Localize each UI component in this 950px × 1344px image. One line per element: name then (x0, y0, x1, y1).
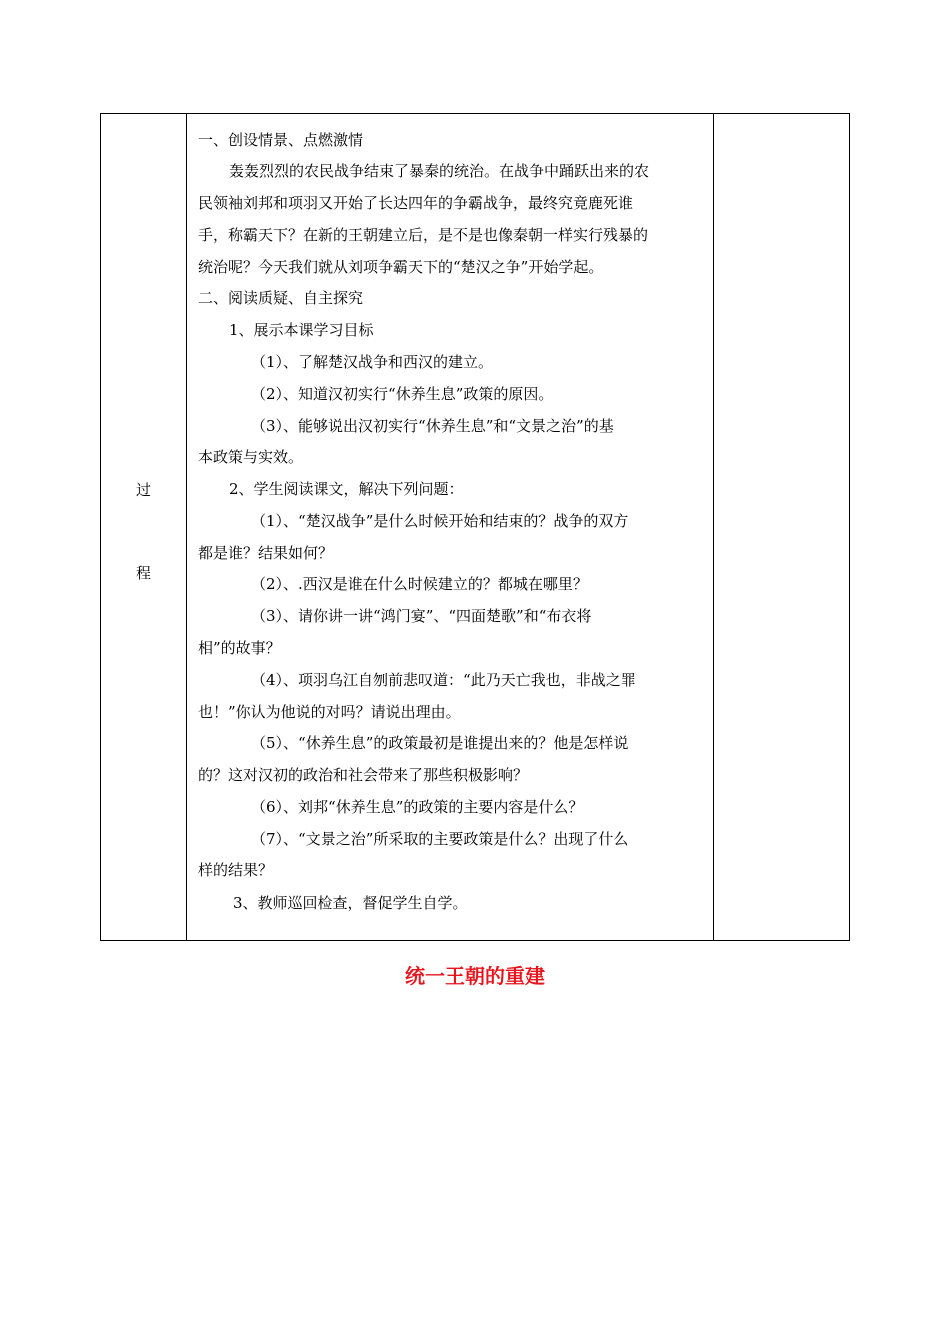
paragraph-line: 统治呢？今天我们就从刘项争霸天下的“楚汉之争”开始学起。 (198, 258, 604, 276)
row-label-char: 程 (135, 564, 151, 582)
list-item-continuation: 都是谁？结果如何？ (198, 544, 334, 562)
content-cell (186, 114, 713, 940)
list-item: 2、学生阅读课文，解决下列问题： (229, 480, 464, 498)
list-item-continuation: 相”的故事？ (198, 639, 281, 657)
lesson-table (100, 113, 850, 941)
list-item: （4）、项羽乌江自刎前悲叹道：“此乃天亡我也，非战之罪 (251, 671, 636, 689)
list-item: （2）、.西汉是谁在什么时候建立的？都城在哪里？ (251, 575, 588, 593)
list-item-continuation: 的？这对汉初的政治和社会带来了那些积极影响？ (198, 766, 529, 784)
list-item: （3）、能够说出汉初实行“休养生息”和“文景之治”的基 (251, 417, 614, 435)
section-heading: 二、阅读质疑、自主探究 (198, 289, 364, 307)
list-item: （6）、刘邦“休养生息”的政策的主要内容是什么？ (251, 798, 584, 816)
paragraph-line: 民领袖刘邦和项羽又开始了长达四年的争霸战争，最终究竟鹿死谁 (198, 194, 634, 212)
list-item-continuation: 也！”你认为他说的对吗？请说出理由。 (198, 703, 461, 721)
list-item: （1）、“楚汉战争”是什么时候开始和结束的？战争的双方 (251, 512, 629, 530)
list-item: （1）、了解楚汉战争和西汉的建立。 (251, 353, 494, 371)
list-item: 1、展示本课学习目标 (229, 321, 374, 339)
row-label-char: 过 (135, 481, 151, 499)
page-title: 统一王朝的重建 (405, 964, 545, 988)
paragraph-line: 手，称霸天下？在新的王朝建立后，是不是也像秦朝一样实行残暴的 (198, 226, 649, 244)
list-item: （7）、“文景之治”所采取的主要政策是什么？出现了什么 (251, 830, 629, 848)
list-item-continuation: 样的结果？ (198, 861, 274, 879)
list-item: （2）、知道汉初实行“休养生息”政策的原因。 (251, 385, 554, 403)
list-item: （5）、“休养生息”的政策最初是谁提出来的？他是怎样说 (251, 734, 629, 752)
list-item: （3）、请你讲一讲“鸿门宴”、“四面楚歌”和“布衣将 (251, 607, 592, 625)
row-label-cell (101, 114, 186, 940)
list-item: 3、教师巡回检查，督促学生自学。 (233, 894, 468, 912)
list-item-continuation: 本政策与实效。 (198, 448, 304, 466)
paragraph-line: 轰轰烈烈的农民战争结束了暴秦的统治。在战争中踊跃出来的农 (229, 162, 650, 180)
section-heading: 一、创设情景、点燃激情 (198, 131, 364, 149)
